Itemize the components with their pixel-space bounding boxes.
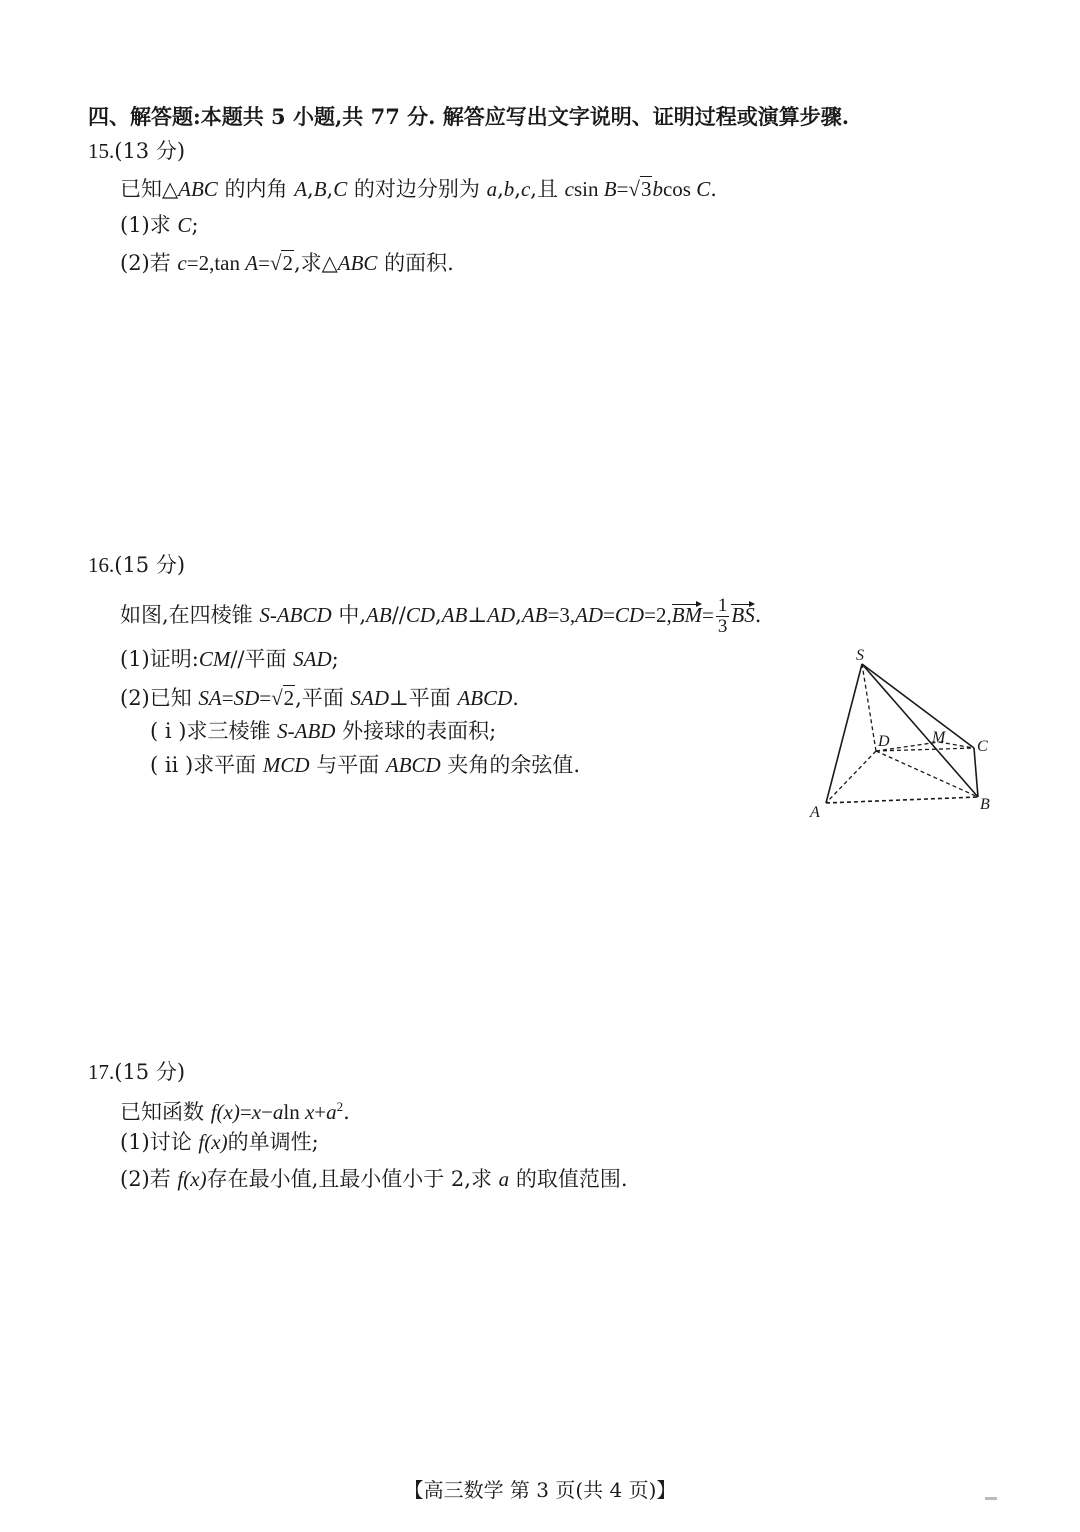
q16-text: 中, xyxy=(331,603,367,627)
q16-text: , xyxy=(515,603,522,627)
q16-text: AB xyxy=(366,603,392,627)
q17-part2-text: (x) xyxy=(183,1167,207,1191)
q15-text: b xyxy=(652,177,663,201)
label-d: D xyxy=(878,733,890,750)
q15-part1-text: (1)求 xyxy=(120,213,178,237)
label-a: A xyxy=(810,804,820,821)
q16-part2-text: ABCD xyxy=(457,686,513,710)
q16-text: AB xyxy=(521,603,548,627)
edge-ab xyxy=(826,797,978,803)
q16-part2-text: = xyxy=(259,686,272,710)
q15-text: B xyxy=(313,177,327,201)
q16-part2-text: = xyxy=(221,686,234,710)
q17-text: . xyxy=(343,1100,350,1124)
edge-sa xyxy=(826,664,862,803)
q16-text: , xyxy=(435,603,442,627)
q15-number: 15. xyxy=(88,139,115,163)
fraction-one-third xyxy=(716,596,730,637)
q17-number: 17. xyxy=(88,1060,115,1084)
fraction-denominator: 3 xyxy=(717,616,728,637)
q16-part1-text: ; xyxy=(331,647,339,671)
q16-text: =2, xyxy=(644,603,672,627)
q15-text: ABC xyxy=(178,177,218,201)
q17-text: f xyxy=(210,1100,217,1124)
pyramid-figure xyxy=(800,640,1010,830)
radicand: 3 xyxy=(640,177,652,201)
q16-text: = xyxy=(603,603,615,627)
q16-sub2-text: MCD xyxy=(262,753,310,777)
q16-points: (15 分) xyxy=(114,553,186,577)
q15-part2-text: = xyxy=(258,251,270,275)
q15-part2-text: (2)若 xyxy=(120,251,178,275)
edge-sb xyxy=(862,664,978,797)
q16-part2-text: SAD xyxy=(350,686,389,710)
q15-part2-text: c xyxy=(177,251,187,275)
q17-text: 已知函数 xyxy=(120,1100,211,1124)
q15-text: cos xyxy=(662,177,697,201)
q17-text: = xyxy=(239,1100,252,1124)
q17-part2-text: a xyxy=(498,1167,510,1191)
q16-sub2-text: 夹角的余弦值. xyxy=(440,753,581,777)
q16-part2-text: ,平面 xyxy=(295,686,351,710)
q17-part1-text: (x) xyxy=(204,1130,228,1154)
q16-part1-text: CM xyxy=(198,647,231,671)
q15-text: b xyxy=(503,177,515,201)
q15-part2 xyxy=(120,248,454,278)
q15-intro xyxy=(120,174,717,204)
q17-text: a xyxy=(272,1100,284,1124)
q16-part2-text: SA xyxy=(198,686,222,710)
radicand: 2 xyxy=(282,251,293,275)
q16-header xyxy=(88,550,185,580)
q16-part1 xyxy=(120,644,339,674)
label-b: B xyxy=(980,796,990,813)
q16-part2-text: ⊥平面 xyxy=(389,686,458,710)
q16-part1-text: //平面 xyxy=(230,647,294,671)
q16-text: AD xyxy=(487,603,516,627)
q17-part2-text: f xyxy=(177,1167,184,1191)
q17-intro xyxy=(120,1092,350,1127)
vector-bm: BM xyxy=(672,600,702,630)
q17-part1-text: f xyxy=(198,1130,205,1154)
q16-part2-sqrt xyxy=(271,685,295,710)
q17-part2-text: 的取值范围. xyxy=(509,1167,628,1191)
q16-text: 如图,在四棱锥 xyxy=(120,603,260,627)
root-sign: √ xyxy=(628,177,640,201)
q15-part2-text: 的面积. xyxy=(377,251,454,275)
q15-text: C xyxy=(333,177,348,201)
q16-number: 16. xyxy=(88,553,115,577)
q15-text: c xyxy=(520,177,531,201)
q15-part1-text: C xyxy=(177,213,192,237)
q15-text: . xyxy=(710,177,717,201)
q15-text: , xyxy=(326,177,334,201)
q15-text: , xyxy=(514,177,521,201)
q16-text: // xyxy=(391,603,406,627)
q15-part1 xyxy=(120,210,199,240)
q15-points: (13 分) xyxy=(114,139,186,163)
q15-text: B xyxy=(603,177,617,201)
section-heading: 四、解答题:本题共 5 小题,共 77 分. 解答应写出文字说明、证明过程或演算步骤. xyxy=(88,104,850,129)
q16-text: CD xyxy=(405,603,436,627)
radicand: 2 xyxy=(283,686,295,710)
root-sign: √ xyxy=(269,251,282,275)
q15-text: sin xyxy=(573,177,604,201)
q16-sub2 xyxy=(150,750,580,780)
root-sign: √ xyxy=(271,686,283,710)
q15-part2-sqrt xyxy=(270,250,294,275)
label-c: C xyxy=(977,738,988,755)
q15-text: A xyxy=(294,177,308,201)
q15-text: , xyxy=(307,177,314,201)
vector-bs: BS xyxy=(731,600,754,630)
q17-header xyxy=(88,1057,185,1087)
q15-text: , xyxy=(497,177,504,201)
q17-text: − xyxy=(261,1100,273,1124)
q16-sub1-text: S-ABD xyxy=(277,719,336,743)
q16-text: = xyxy=(702,603,714,627)
q17-exponent: 2 xyxy=(336,1099,344,1114)
q16-part2 xyxy=(120,683,519,713)
label-s: S xyxy=(856,647,864,664)
q16-part2-text: SD xyxy=(233,686,260,710)
q15-part1-text: ; xyxy=(191,213,199,237)
fraction-numerator: 1 xyxy=(717,595,728,616)
q16-intro xyxy=(120,596,761,637)
q16-text: . xyxy=(754,603,762,627)
q17-text: x xyxy=(251,1100,262,1124)
q16-text: AD xyxy=(575,603,604,627)
q17-text: (x) xyxy=(216,1100,240,1124)
q15-text: 的对边分别为 xyxy=(347,177,487,201)
q16-text: S-ABCD xyxy=(259,603,332,627)
q16-sub1 xyxy=(150,716,496,746)
q15-text: ,且 xyxy=(530,177,565,201)
label-m: M xyxy=(932,729,946,746)
q17-part2-text: (2)若 xyxy=(120,1167,178,1191)
scan-speck xyxy=(985,1497,997,1500)
q16-part2-text: (2)已知 xyxy=(120,686,199,710)
page-footer: 【高三数学 第 3 页(共 4 页)】 xyxy=(403,1478,677,1502)
q16-sub1-text: 外接球的表面积; xyxy=(335,719,497,743)
q16-sub1-text: ( ⅰ )求三棱锥 xyxy=(150,719,278,743)
q15-part2-text: =2,tan xyxy=(186,251,246,275)
q16-text: ⊥ xyxy=(467,603,488,627)
edge-db xyxy=(876,751,978,797)
q15-header xyxy=(88,136,185,166)
q15-part2-text: ABC xyxy=(337,251,378,275)
q15-text: c xyxy=(564,177,574,201)
q16-text: =3, xyxy=(547,603,576,627)
q15-text: 已知△ xyxy=(120,177,179,201)
q16-sub2-text: ABCD xyxy=(385,753,441,777)
q15-text: C xyxy=(696,177,711,201)
q17-part2 xyxy=(120,1164,628,1194)
q16-text: CD xyxy=(614,603,645,627)
q17-part2-text: 存在最小值,且最小值小于 2,求 xyxy=(206,1167,499,1191)
q15-text: = xyxy=(616,177,629,201)
q15-part2-text: A xyxy=(245,251,259,275)
q17-text: a xyxy=(326,1100,337,1124)
q17-points: (15 分) xyxy=(114,1060,186,1084)
q16-text: AB xyxy=(441,603,468,627)
q17-text: x xyxy=(304,1100,315,1124)
q15-text: a xyxy=(486,177,498,201)
q15-part2-text: ,求△ xyxy=(293,251,338,275)
q17-part1-text: 的单调性; xyxy=(227,1130,319,1154)
q16-part1-text: SAD xyxy=(293,647,332,671)
q16-part2-text: . xyxy=(512,686,519,710)
q15-sqrt xyxy=(628,176,652,201)
q17-text: + xyxy=(314,1100,327,1124)
q16-sub2-text: ( ⅱ )求平面 xyxy=(150,753,263,777)
q16-part1-text: (1)证明: xyxy=(120,647,199,671)
q15-text: 的内角 xyxy=(217,177,295,201)
q16-sub2-text: 与平面 xyxy=(309,753,386,777)
edge-cb xyxy=(974,748,978,797)
q17-part1 xyxy=(120,1127,319,1157)
q17-part1-text: (1)讨论 xyxy=(120,1130,199,1154)
q17-text: ln xyxy=(283,1100,305,1124)
